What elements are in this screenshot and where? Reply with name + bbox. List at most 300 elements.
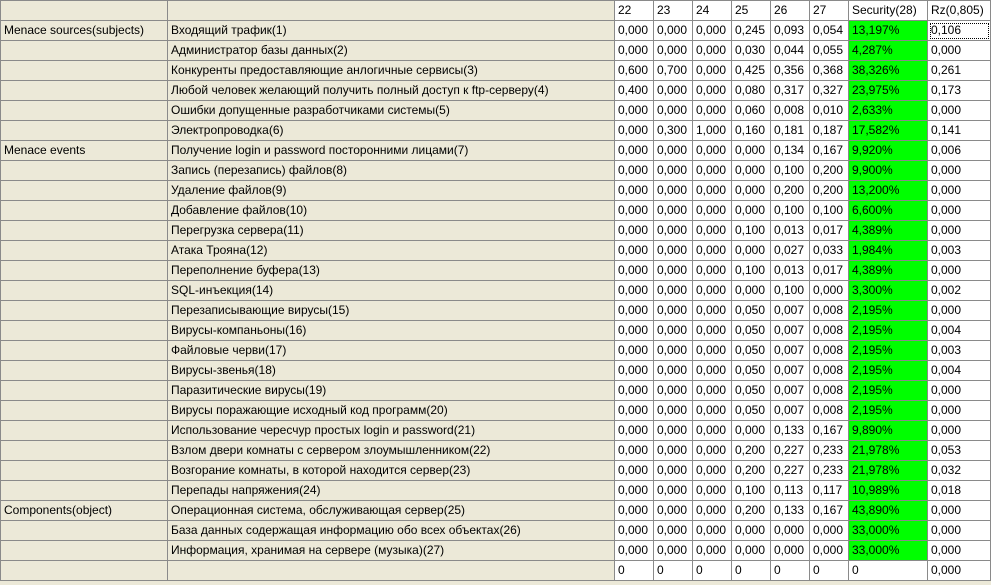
value-cell[interactable]: 0,000 [654,361,693,381]
value-cell[interactable]: 0,027 [771,241,810,261]
item-name-cell[interactable]: Удаление файлов(9) [168,181,615,201]
value-cell[interactable]: 0,000 [654,521,693,541]
group-label-cell: Components(object) [1,501,168,521]
value-cell[interactable]: 0,200 [732,501,771,521]
rz-cell[interactable]: 0,003 [928,341,991,361]
value-cell[interactable]: 0,000 [615,201,654,221]
value-cell[interactable]: 0,000 [654,41,693,61]
value-cell[interactable]: 0,400 [615,81,654,101]
item-name-cell[interactable]: Вирусы-звенья(18) [168,361,615,381]
column-header[interactable]: Rz(0,805) [928,1,991,21]
rz-cell[interactable]: 0,000 [928,101,991,121]
value-cell[interactable]: 0,000 [732,241,771,261]
value-cell[interactable]: 0,060 [732,101,771,121]
value-cell[interactable]: 0,008 [810,321,849,341]
column-header[interactable]: 27 [810,1,849,21]
item-name-cell[interactable]: Перегрузка сервера(11) [168,221,615,241]
value-cell[interactable]: 0,200 [810,161,849,181]
value-cell[interactable]: 0,100 [810,201,849,221]
item-name-cell[interactable]: Операционная система, обслуживающая сервер(25) [168,501,615,521]
group-label-cell [1,421,168,441]
value-cell[interactable]: 0,000 [732,541,771,561]
table-row [1,301,991,321]
value-cell[interactable]: 0,133 [771,421,810,441]
value-cell[interactable]: 0,000 [732,161,771,181]
value-cell[interactable]: 0,300 [654,121,693,141]
value-cell[interactable]: 1,000 [693,121,732,141]
value-cell[interactable]: 0,356 [771,61,810,81]
security-cell[interactable]: 4,287% [849,41,928,61]
header-row [1,1,991,21]
column-header[interactable]: 26 [771,1,810,21]
value-cell[interactable]: 0,200 [771,181,810,201]
security-cell[interactable]: 10,989% [849,481,928,501]
value-cell[interactable]: 0,000 [732,201,771,221]
group-label-cell: Menace events [1,141,168,161]
value-cell[interactable]: 0,000 [810,521,849,541]
security-cell[interactable]: 2,195% [849,321,928,341]
rz-cell[interactable]: 0,000 [928,561,991,581]
value-cell[interactable]: 0,000 [615,141,654,161]
value-cell[interactable]: 0,010 [810,101,849,121]
item-name-cell[interactable]: Добавление файлов(10) [168,201,615,221]
value-cell[interactable]: 0,000 [615,121,654,141]
value-cell[interactable]: 0,000 [654,401,693,421]
rz-cell[interactable]: 0,006 [928,141,991,161]
item-name-cell[interactable]: Любой человек желающий получить полный доступ к ftp-серверу(4) [168,81,615,101]
value-cell[interactable]: 0,227 [771,441,810,461]
value-cell[interactable]: 0,000 [615,281,654,301]
rz-cell[interactable]: 0,002 [928,281,991,301]
value-cell[interactable]: 0,000 [693,261,732,281]
value-cell[interactable]: 0,000 [693,201,732,221]
value-cell[interactable]: 0,167 [810,501,849,521]
value-cell[interactable]: 0,000 [693,241,732,261]
security-cell[interactable]: 33,000% [849,521,928,541]
security-cell[interactable]: 21,978% [849,441,928,461]
value-cell[interactable]: 0,113 [771,481,810,501]
value-cell[interactable]: 0,700 [654,61,693,81]
group-label-cell [1,101,168,121]
value-cell[interactable]: 0,000 [615,301,654,321]
security-cell[interactable]: 13,200% [849,181,928,201]
value-cell[interactable]: 0,200 [732,461,771,481]
value-cell[interactable]: 0,160 [732,121,771,141]
value-cell[interactable]: 0,000 [615,41,654,61]
value-cell[interactable]: 0,000 [615,241,654,261]
value-cell[interactable]: 0,017 [810,221,849,241]
value-cell[interactable]: 0,000 [615,181,654,201]
value-cell[interactable]: 0,000 [810,541,849,561]
value-cell[interactable]: 0,007 [771,301,810,321]
column-header[interactable]: Security(28) [849,1,928,21]
value-cell[interactable]: 0,000 [693,21,732,41]
group-label-cell [1,541,168,561]
value-cell[interactable]: 0,050 [732,321,771,341]
value-cell[interactable]: 0,050 [732,381,771,401]
value-cell[interactable]: 0,000 [693,441,732,461]
value-cell[interactable]: 0 [810,561,849,581]
security-cell[interactable]: 3,300% [849,281,928,301]
value-cell[interactable]: 0,050 [732,401,771,421]
value-cell[interactable]: 0,000 [615,541,654,561]
rz-cell[interactable]: 0,000 [928,261,991,281]
column-header[interactable]: 25 [732,1,771,21]
rz-cell[interactable]: 0,000 [928,161,991,181]
security-cell[interactable]: 9,900% [849,161,928,181]
rz-cell[interactable]: 0,173 [928,81,991,101]
table-row [1,401,991,421]
value-cell[interactable]: 0 [615,561,654,581]
table-row [1,541,991,561]
item-name-cell[interactable]: Перепады напряжения(24) [168,481,615,501]
value-cell[interactable]: 0,100 [771,201,810,221]
value-cell[interactable]: 0,100 [732,481,771,501]
rz-cell[interactable]: 0,000 [928,221,991,241]
value-cell[interactable]: 0,000 [654,261,693,281]
item-name-cell[interactable]: Паразитические вирусы(19) [168,381,615,401]
value-cell[interactable]: 0,000 [654,21,693,41]
value-cell[interactable]: 0,013 [771,261,810,281]
value-cell[interactable]: 0,000 [654,101,693,121]
rz-cell[interactable]: 0,032 [928,461,991,481]
value-cell[interactable]: 0,000 [615,521,654,541]
value-cell[interactable]: 0,050 [732,361,771,381]
value-cell[interactable]: 0,000 [693,381,732,401]
value-cell[interactable]: 0,233 [810,461,849,481]
security-cell[interactable]: 38,326% [849,61,928,81]
item-name-cell[interactable]: Ошибки допущенные разработчиками системы(5) [168,101,615,121]
value-cell[interactable]: 0,000 [693,481,732,501]
value-cell[interactable]: 0,000 [693,461,732,481]
item-name-cell[interactable]: Информация, хранимая на сервере (музыка)(27) [168,541,615,561]
value-cell[interactable]: 0,000 [732,521,771,541]
security-cell[interactable]: 9,920% [849,141,928,161]
value-cell[interactable]: 0,030 [732,41,771,61]
value-cell[interactable]: 0,008 [810,401,849,421]
security-cell[interactable]: 17,582% [849,121,928,141]
value-cell[interactable]: 0,000 [654,81,693,101]
value-cell[interactable]: 0,000 [654,181,693,201]
value-cell[interactable]: 0,000 [654,341,693,361]
value-cell[interactable]: 0,133 [771,501,810,521]
value-cell[interactable]: 0,007 [771,401,810,421]
column-header[interactable]: 23 [654,1,693,21]
value-cell[interactable]: 0,167 [810,421,849,441]
value-cell[interactable]: 0 [654,561,693,581]
value-cell[interactable]: 0,000 [693,321,732,341]
rz-cell[interactable]: 0,053 [928,441,991,461]
group-label-cell [1,221,168,241]
value-cell[interactable]: 0,000 [654,441,693,461]
table-row [1,101,991,121]
value-cell[interactable]: 0,017 [810,261,849,281]
security-cell[interactable]: 2,195% [849,301,928,321]
rz-cell[interactable]: 0,141 [928,121,991,141]
totals-row [1,561,991,581]
table-row [1,261,991,281]
security-cell[interactable]: 21,978% [849,461,928,481]
table-row [1,521,991,541]
value-cell[interactable]: 0,000 [693,181,732,201]
item-name-cell[interactable]: Использование чересчур простых login и password(21) [168,421,615,441]
value-cell[interactable]: 0,000 [615,261,654,281]
security-cell[interactable]: 43,890% [849,501,928,521]
value-cell[interactable]: 0,050 [732,341,771,361]
item-name-cell[interactable]: Возгорание комнаты, в которой находится сервер(23) [168,461,615,481]
rz-cell[interactable]: 0,000 [928,201,991,221]
value-cell[interactable]: 0,000 [693,421,732,441]
value-cell[interactable]: 0,000 [615,501,654,521]
value-cell[interactable]: 0,080 [732,81,771,101]
item-name-cell[interactable]: Входящий трафик(1) [168,21,615,41]
value-cell[interactable]: 0,000 [693,221,732,241]
item-name-cell [168,561,615,581]
value-cell[interactable]: 0,000 [654,241,693,261]
value-cell[interactable]: 0,000 [654,461,693,481]
value-cell[interactable]: 0,000 [615,341,654,361]
value-cell[interactable]: 0,013 [771,221,810,241]
value-cell[interactable]: 0,007 [771,381,810,401]
value-cell[interactable]: 0,008 [810,361,849,381]
rz-cell[interactable]: 0,106 [928,21,991,41]
group-label-cell [1,321,168,341]
table-row [1,181,991,201]
value-cell[interactable]: 0,327 [810,81,849,101]
value-cell[interactable]: 0,000 [615,381,654,401]
value-cell[interactable]: 0,000 [654,301,693,321]
value-cell[interactable]: 0,100 [771,161,810,181]
value-cell[interactable]: 0,007 [771,341,810,361]
table-row [1,81,991,101]
security-cell[interactable]: 4,389% [849,221,928,241]
value-cell[interactable]: 0,007 [771,361,810,381]
security-cell[interactable]: 2,195% [849,381,928,401]
group-label-cell [1,61,168,81]
value-cell[interactable]: 0,000 [693,161,732,181]
group-label-cell [1,381,168,401]
value-cell[interactable]: 0,000 [615,161,654,181]
value-cell[interactable]: 0,000 [693,361,732,381]
value-cell[interactable]: 0,050 [732,301,771,321]
rz-cell[interactable]: 0,000 [928,521,991,541]
value-cell[interactable]: 0,000 [615,221,654,241]
value-cell[interactable]: 0,000 [732,141,771,161]
value-cell[interactable]: 0,000 [654,161,693,181]
security-cell[interactable]: 23,975% [849,81,928,101]
group-label-cell [1,241,168,261]
item-name-cell[interactable]: Конкуренты предоставляющие анлогичные сервисы(3) [168,61,615,81]
value-cell[interactable]: 0,000 [615,481,654,501]
value-cell[interactable]: 0,008 [810,301,849,321]
value-cell[interactable]: 0,000 [693,521,732,541]
security-cell[interactable]: 0 [849,561,928,581]
group-label-cell [1,261,168,281]
rz-cell[interactable]: 0,000 [928,41,991,61]
table-row [1,501,991,521]
value-cell[interactable]: 0,000 [693,341,732,361]
table-row [1,461,991,481]
rz-cell[interactable]: 0,000 [928,541,991,561]
group-label-cell [1,561,168,581]
value-cell[interactable]: 0,000 [615,401,654,421]
rz-cell[interactable]: 0,000 [928,301,991,321]
rz-cell[interactable]: 0,000 [928,401,991,421]
value-cell[interactable]: 0,000 [654,321,693,341]
rz-cell[interactable]: 0,004 [928,321,991,341]
value-cell[interactable]: 0,000 [732,281,771,301]
item-name-cell[interactable]: Атака Трояна(12) [168,241,615,261]
value-cell[interactable]: 0,000 [693,81,732,101]
table-row [1,141,991,161]
table-row [1,481,991,501]
security-cell[interactable]: 13,197% [849,21,928,41]
value-cell[interactable]: 0,227 [771,461,810,481]
security-cell[interactable]: 2,195% [849,361,928,381]
table-row [1,221,991,241]
rz-cell[interactable]: 0,000 [928,501,991,521]
table-row [1,21,991,41]
value-cell[interactable]: 0,000 [615,101,654,121]
value-cell[interactable]: 0,317 [771,81,810,101]
value-cell[interactable]: 0,093 [771,21,810,41]
value-cell[interactable]: 0 [771,561,810,581]
item-name-cell[interactable]: SQL-инъекция(14) [168,281,615,301]
value-cell[interactable]: 0,100 [771,281,810,301]
value-cell[interactable]: 0,000 [693,501,732,521]
value-cell[interactable]: 0,000 [654,421,693,441]
value-cell[interactable]: 0,000 [693,401,732,421]
rz-cell[interactable]: 0,261 [928,61,991,81]
value-cell[interactable]: 0,000 [810,281,849,301]
rz-cell[interactable]: 0,000 [928,181,991,201]
group-label-cell [1,81,168,101]
value-cell[interactable]: 0,000 [732,421,771,441]
rz-cell[interactable]: 0,003 [928,241,991,261]
value-cell[interactable]: 0,000 [615,361,654,381]
value-cell[interactable]: 0,054 [810,21,849,41]
value-cell[interactable]: 0,000 [654,381,693,401]
rz-cell[interactable]: 0,000 [928,421,991,441]
value-cell[interactable]: 0,600 [615,61,654,81]
item-name-cell[interactable]: Администратор базы данных(2) [168,41,615,61]
value-cell[interactable]: 0,008 [771,101,810,121]
value-cell[interactable]: 0,000 [615,421,654,441]
value-cell[interactable]: 0,000 [771,521,810,541]
value-cell[interactable]: 0,100 [732,221,771,241]
value-cell[interactable]: 0,425 [732,61,771,81]
table-row [1,441,991,461]
value-cell[interactable]: 0,008 [810,341,849,361]
security-cell[interactable]: 33,000% [849,541,928,561]
item-name-cell[interactable]: Запись (перезапись) файлов(8) [168,161,615,181]
value-cell[interactable]: 0,200 [732,441,771,461]
value-cell[interactable]: 0,000 [654,501,693,521]
security-cell[interactable]: 9,890% [849,421,928,441]
table-row [1,281,991,301]
column-header[interactable]: 22 [615,1,654,21]
value-cell[interactable]: 0,000 [654,481,693,501]
group-label-cell [1,401,168,421]
column-header[interactable]: 24 [693,1,732,21]
value-cell[interactable]: 0,000 [693,541,732,561]
value-cell[interactable]: 0 [693,561,732,581]
item-name-cell[interactable]: Вирусы-компаньоны(16) [168,321,615,341]
value-cell[interactable]: 0,245 [732,21,771,41]
value-cell[interactable]: 0,000 [771,541,810,561]
value-cell[interactable]: 0,000 [615,441,654,461]
table-row [1,321,991,341]
value-cell[interactable]: 0,000 [615,321,654,341]
item-name-cell[interactable]: Перезаписывающие вирусы(15) [168,301,615,321]
value-cell[interactable]: 0,100 [732,261,771,281]
item-name-cell[interactable]: База данных содержащая информацию обо всех объектах(26) [168,521,615,541]
rz-cell[interactable]: 0,018 [928,481,991,501]
item-name-cell[interactable]: Взлом двери комнаты с сервером злоумышленником(22) [168,441,615,461]
value-cell[interactable]: 0,368 [810,61,849,81]
security-cell[interactable]: 2,195% [849,341,928,361]
rz-cell[interactable]: 0,000 [928,381,991,401]
value-cell[interactable]: 0,167 [810,141,849,161]
value-cell[interactable]: 0 [732,561,771,581]
value-cell[interactable]: 0,000 [693,41,732,61]
value-cell[interactable]: 0,000 [615,461,654,481]
value-cell[interactable]: 0,000 [654,221,693,241]
value-cell[interactable]: 0,033 [810,241,849,261]
value-cell[interactable]: 0,000 [693,281,732,301]
value-cell[interactable]: 0,000 [693,101,732,121]
value-cell[interactable]: 0,000 [693,301,732,321]
security-cell[interactable]: 2,633% [849,101,928,121]
value-cell[interactable]: 0,000 [654,281,693,301]
value-cell[interactable]: 0,000 [693,61,732,81]
group-label-cell [1,461,168,481]
item-name-cell[interactable]: Вирусы поражающие исходный код программ(20) [168,401,615,421]
value-cell[interactable]: 0,000 [693,141,732,161]
group-label-cell [1,341,168,361]
value-cell[interactable]: 0,055 [810,41,849,61]
value-cell[interactable]: 0,181 [771,121,810,141]
table-row [1,161,991,181]
value-cell[interactable]: 0,000 [654,541,693,561]
group-label-cell [1,41,168,61]
security-cell[interactable]: 1,984% [849,241,928,261]
item-name-cell[interactable]: Переполнение буфера(13) [168,261,615,281]
value-cell[interactable]: 0,008 [810,381,849,401]
value-cell[interactable]: 0,000 [615,21,654,41]
rz-cell[interactable]: 0,004 [928,361,991,381]
table-row [1,361,991,381]
value-cell[interactable]: 0,000 [654,141,693,161]
value-cell[interactable]: 0,134 [771,141,810,161]
value-cell[interactable]: 0,117 [810,481,849,501]
item-name-cell[interactable]: Электропроводка(6) [168,121,615,141]
security-cell[interactable]: 6,600% [849,201,928,221]
value-cell[interactable]: 0,000 [732,181,771,201]
item-name-cell[interactable]: Получение login и password посторонними лицами(7) [168,141,615,161]
value-cell[interactable]: 0,187 [810,121,849,141]
value-cell[interactable]: 0,007 [771,321,810,341]
item-name-cell[interactable]: Файловые черви(17) [168,341,615,361]
column-header[interactable] [168,1,615,21]
value-cell[interactable]: 0,000 [654,201,693,221]
value-cell[interactable]: 0,044 [771,41,810,61]
security-cell[interactable]: 2,195% [849,401,928,421]
security-cell[interactable]: 4,389% [849,261,928,281]
value-cell[interactable]: 0,200 [810,181,849,201]
value-cell[interactable]: 0,233 [810,441,849,461]
column-header[interactable] [1,1,168,21]
